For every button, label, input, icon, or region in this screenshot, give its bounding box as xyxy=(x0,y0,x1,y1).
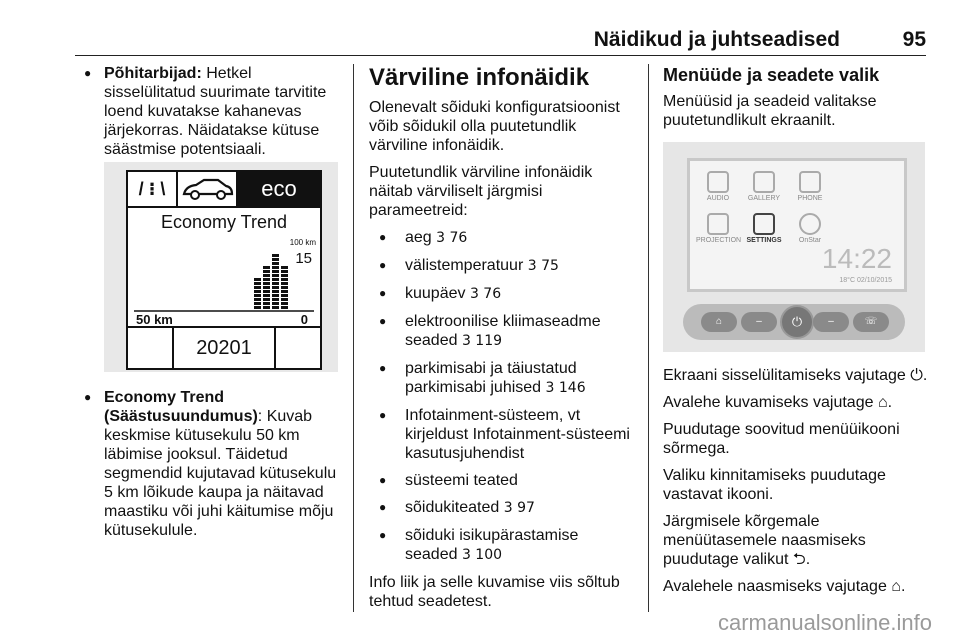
economy-trend-figure xyxy=(104,162,338,372)
page-reference[interactable]: 3 76 xyxy=(469,286,502,302)
trend-bar-segment xyxy=(281,306,288,309)
page-reference[interactable]: 3 97 xyxy=(503,500,535,516)
trend-bar-segment xyxy=(272,266,279,269)
trend-bar-segment xyxy=(263,298,270,301)
header-divider xyxy=(75,55,926,56)
projection-app-icon: PROJECTION xyxy=(696,213,740,244)
section-heading: Menüüde ja seadete valik xyxy=(663,65,880,85)
trend-bar-segment xyxy=(254,306,261,309)
economy-graph xyxy=(128,238,320,330)
trend-bar-segment xyxy=(254,278,261,281)
trend-bar-segment xyxy=(254,290,261,293)
scale-label: 100 km xyxy=(289,238,316,247)
trend-bar-segment xyxy=(272,306,279,309)
minus-icon: – xyxy=(741,312,777,332)
list-item-text: sõidukiteated xyxy=(405,499,500,516)
car-icon xyxy=(178,172,238,206)
list-item-text: välistemperatuur xyxy=(405,257,524,274)
column-divider-2 xyxy=(648,64,649,612)
column-3 xyxy=(663,64,933,138)
trend-bar-segment xyxy=(272,270,279,273)
trend-bar-segment xyxy=(254,302,261,305)
column-divider-1 xyxy=(353,64,354,612)
trend-bar-segment xyxy=(272,302,279,305)
settings-app-icon: SETTINGS xyxy=(742,213,786,244)
axis-left-label: 50 km xyxy=(136,312,173,327)
parameter-list xyxy=(369,228,635,565)
paragraph: Valiku kinnitamiseks puudutage vastavat ikooni. xyxy=(663,467,886,503)
term-label: Economy Trend (Säästusuundumus) xyxy=(104,389,258,425)
list-item xyxy=(82,64,340,159)
phone-icon: ☏ xyxy=(853,312,889,332)
page-title: Näidikud ja juhtseadised xyxy=(593,28,840,51)
trend-bar-segment xyxy=(254,298,261,301)
trend-bar-segment xyxy=(272,286,279,289)
list-item-text: kuupäev xyxy=(405,285,466,302)
paragraph: Menüüsid ja seadeid valitakse puutetundlikult ekraanilt. xyxy=(663,93,877,129)
list-item-text: parkimisabi ja täiustatud parkimisabi juhised xyxy=(405,360,577,396)
trend-bar-segment xyxy=(263,306,270,309)
trend-bar-segment xyxy=(272,254,279,257)
list-item-text: sõiduki isikupärastamise seaded xyxy=(405,527,579,563)
list-item xyxy=(369,498,635,518)
column-3-lower xyxy=(663,366,933,604)
paragraph: Olenevalt sõiduki konfiguratsioonist võib sõidukil olla puutetundlik värviline infonäidik. xyxy=(369,99,620,154)
trend-bar-segment xyxy=(281,290,288,293)
value-top: 15 xyxy=(295,250,312,267)
page-reference[interactable]: 3 75 xyxy=(527,258,559,274)
power-icon: ⏻ xyxy=(780,305,814,339)
page-reference[interactable]: 3 119 xyxy=(461,333,503,349)
paragraph: Avalehe kuvamiseks vajutage ⌂. xyxy=(663,394,893,411)
trend-bar-segment xyxy=(272,274,279,277)
section-heading: Värviline infonäidik xyxy=(369,64,590,91)
trend-bar-segment xyxy=(281,274,288,277)
trend-bar-segment xyxy=(254,286,261,289)
term-text: : Kuvab keskmise kütusekulu 50 km läbimise jooksul. Täidetud segmendid kujutavad kütusekulu 5 km lõikude kaupa ja näitavad maastiku või juhi käitumise mõju kütusekulule. xyxy=(104,408,337,539)
list-item xyxy=(369,526,635,565)
trend-bar-segment xyxy=(281,282,288,285)
list-item xyxy=(369,406,635,463)
trend-bar-segment xyxy=(272,282,279,285)
audio-app-icon: AUDIO xyxy=(696,171,740,202)
list-item xyxy=(82,388,340,540)
trend-bar-segment xyxy=(263,266,270,269)
paragraph: Ekraani sisselülitamiseks vajutage ⏻. xyxy=(663,367,928,384)
watermark: carmanualsonline.info xyxy=(717,610,932,635)
column-2 xyxy=(369,64,635,619)
trend-bar-segment xyxy=(254,294,261,297)
list-item xyxy=(369,228,635,248)
display-bottom-bar xyxy=(128,326,320,368)
home-icon: ⌂ xyxy=(701,312,737,332)
page-header xyxy=(0,22,960,56)
trend-bar-segment xyxy=(281,278,288,281)
list-item xyxy=(369,312,635,351)
paragraph: Avalehele naasmiseks vajutage ⌂. xyxy=(663,578,906,595)
trend-bar-segment xyxy=(272,298,279,301)
trend-bar-segment xyxy=(281,286,288,289)
trend-bar-segment xyxy=(263,282,270,285)
plus-icon: – xyxy=(813,312,849,332)
paragraph: Puutetundlik värviline infonäidik näitab värviliselt järgmisi parameetreid: xyxy=(369,164,593,219)
list-item-text: süsteemi teated xyxy=(405,472,518,489)
trend-bar-segment xyxy=(263,274,270,277)
list-item xyxy=(369,471,635,490)
gallery-app-icon: GALLERY xyxy=(742,171,786,202)
page-reference[interactable]: 3 76 xyxy=(436,230,468,246)
paragraph: Järgmisele kõrgemale menüütasemele naasmiseks puudutage valikut ⮌. xyxy=(663,513,866,568)
list-item xyxy=(369,256,635,276)
touch-screen xyxy=(687,158,907,292)
list-item-text: aeg xyxy=(405,229,432,246)
trend-bar-segment xyxy=(281,302,288,305)
trend-bar-segment xyxy=(272,294,279,297)
display-title: Economy Trend xyxy=(160,212,288,232)
temperature-date: 18°C 02/10/2015 xyxy=(839,277,892,284)
instrument-display xyxy=(126,170,322,370)
trend-bar-segment xyxy=(254,282,261,285)
trend-bar-segment xyxy=(272,262,279,265)
trend-bar-segment xyxy=(272,258,279,261)
column-1 xyxy=(82,64,340,167)
trend-bar-segment xyxy=(281,294,288,297)
page-reference[interactable]: 3 100 xyxy=(461,547,503,563)
trend-bar-segment xyxy=(272,290,279,293)
axis-right-label: 0 xyxy=(300,312,308,327)
onstar-app-icon: OnStar xyxy=(788,213,832,244)
eco-label: eco xyxy=(238,172,320,206)
clock: 14:22 xyxy=(821,243,892,274)
list-item-text: elektroonilise kliimaseadme seaded xyxy=(405,313,601,349)
trend-bar-segment xyxy=(281,298,288,301)
paragraph: Info liik ja selle kuvamise viis sõltub tehtud seadetest. xyxy=(369,574,620,610)
page-number: 95 xyxy=(902,28,926,51)
trend-bar-segment xyxy=(263,278,270,281)
road-icon: / ⁝ \ xyxy=(128,172,178,206)
trend-bar-segment xyxy=(281,266,288,269)
paragraph: Puudutage soovitud menüüikooni sõrmega. xyxy=(663,421,900,457)
trend-bar-segment xyxy=(263,294,270,297)
phone-app-icon: PHONE xyxy=(788,171,832,202)
trend-bar-segment xyxy=(263,270,270,273)
trend-bar-segment xyxy=(263,286,270,289)
list-item xyxy=(369,284,635,304)
term-text: Hetkel sisselülitatud suurimate tarvitite loend kuvatakse kahanevas järjekorras. Näidatakse kütuse säästmise potentsiaali. xyxy=(104,65,327,158)
control-panel xyxy=(683,304,905,340)
list-item-text: Infotainment-süsteem, vt kirjeldust Infotainment-süsteemi kasutusjuhendist xyxy=(405,407,630,462)
odometer: 20201 xyxy=(174,328,276,368)
page-reference[interactable]: 3 146 xyxy=(545,380,586,396)
list-item xyxy=(369,359,635,398)
trend-bar-segment xyxy=(281,270,288,273)
trend-bar-segment xyxy=(272,278,279,281)
display-top-bar xyxy=(128,172,320,208)
trend-bar-segment xyxy=(263,290,270,293)
trend-bar-segment xyxy=(263,302,270,305)
infotainment-figure xyxy=(663,142,925,352)
column-1-lower xyxy=(82,388,340,548)
term-label: Põhitarbijad: xyxy=(104,65,202,82)
